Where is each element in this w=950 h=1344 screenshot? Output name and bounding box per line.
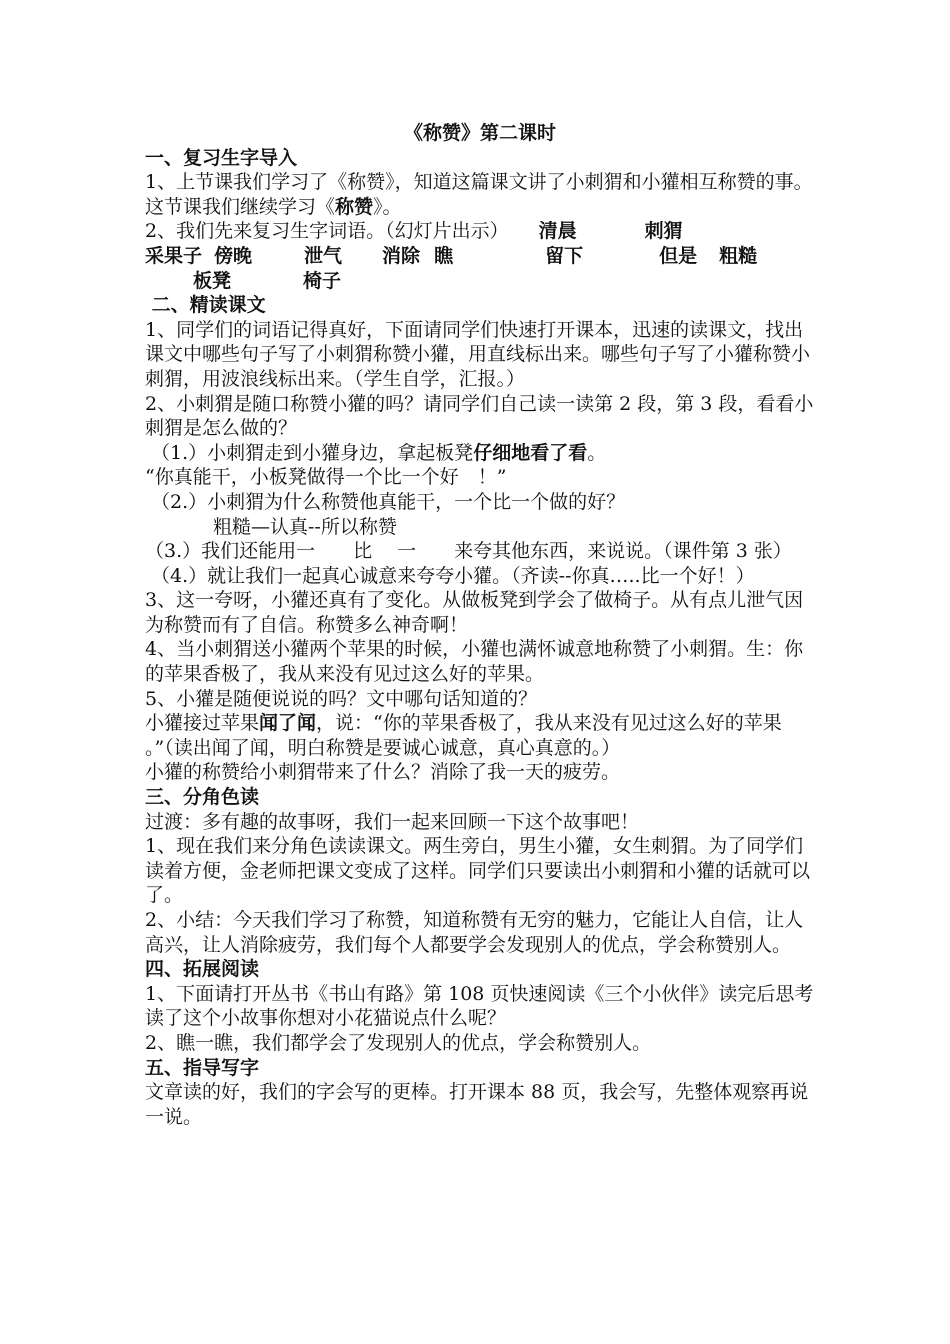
question-2: （2.）小刺猬为什么称赞他真能干，一个比一个做的好？ <box>145 490 626 513</box>
paragraph-5-1: 文章读的好，我们的字会写的更棒。打开课本 88 页，我会写，先整体观察再说一说。 <box>145 1081 809 1128</box>
vocab-word: 泄气 <box>304 244 343 267</box>
paragraph-2-4: 4、当小刺猬送小獾两个苹果的时候，小獾也满怀诚意地称赞了小刺猬。生：你的苹果香极了，我从来没有见过这么好的苹果。 <box>145 638 804 686</box>
paragraph-2-5: 5、小獾是随便说说的吗？文中哪句话知道的？ <box>145 687 538 710</box>
reasoning-chain: 粗糙—认真--所以称赞 <box>213 515 397 538</box>
section-2-heading: 二、精读课文 <box>145 294 266 317</box>
question-1: （1.）小刺猬走到小獾身边，拿起板凳仔细地看了看。 <box>145 441 607 464</box>
section-5-heading: 五、指导写字 <box>145 1056 260 1079</box>
vocab-word: 消除 <box>382 244 421 267</box>
paragraph-3-2: 2、小结：今天我们学习了称赞，知道称赞有无穷的魅力，它能让人自信，让人高兴，让人消除疲劳，我们每个人都要学会发现别人的优点，学会称赞别人。 <box>145 909 804 956</box>
document-page <box>145 121 815 1129</box>
vocab-word: 刺猬 <box>644 220 683 243</box>
document-title: 《称赞》第二课时 <box>403 122 556 144</box>
vocab-word: 清晨 <box>538 220 577 243</box>
vocab-word: 但是 <box>659 244 698 267</box>
vocab-word: 瞧 <box>434 244 454 267</box>
paragraph-1-1: 1、上节课我们学习了《称赞》，知道这篇课文讲了小刺猬和小獾相互称赞的事。这节课我们继续学习《称赞》。 <box>145 171 813 218</box>
vocab-word: 傍晚 <box>214 244 253 267</box>
vocab-line-1 <box>145 244 815 269</box>
paragraph-2-2: 2、小刺猬是随口称赞小獾的吗？请同学们自己读一读第 2 段，第 3 段，看看小刺猬是怎么做的？ <box>145 392 814 440</box>
paragraph-3-0: 过渡：多有趣的故事呀，我们一起来回顾一下这个故事吧！ <box>145 810 640 833</box>
section-4-heading: 四、拓展阅读 <box>145 958 260 981</box>
paragraph-2-1: 1、同学们的词语记得真好，下面请同学们快速打开课本，迅速的读课文，找出课文中哪些句子写了小刺猬称赞小獾，用直线标出来。哪些句子写了小獾称赞小刺猬，用波浪线标出来。（学生自学，汇报。） <box>145 318 811 390</box>
section-3-heading: 三、分角色读 <box>145 786 260 809</box>
paragraph-4-2: 2、瞧一瞧，我们都学会了发现别人的优点，学会称赞别人。 <box>145 1031 652 1054</box>
paragraph-1-2: 2、我们先来复习生字词语。（幻灯片出示） 清晨 刺猬 <box>145 220 683 243</box>
vocab-line-2 <box>145 269 815 294</box>
question-3: （3.）我们还能用一 比 一 来夸其他东西，来说说。（课件第 3 张） <box>145 540 792 563</box>
vocab-word: 板凳 <box>193 269 232 292</box>
vocab-word: 留下 <box>545 244 584 267</box>
vocab-word: 采果子 <box>145 244 203 267</box>
paragraph-4-1: 1、下面请打开丛书《书山有路》第 108 页快速阅读《三个小伙伴》读完后思考读了这个小故事你想对小花猫说点什么呢？ <box>145 982 814 1030</box>
paragraph-2-7: 小獾的称赞给小刺猬带来了什么？消除了我一天的疲劳。 <box>145 761 621 784</box>
quote-line: “你真能干，小板凳做得一个比一个好 ！” <box>145 466 507 489</box>
paragraph-2-6: 小獾接过苹果闻了闻，说：“你的苹果香极了，我从来没有见过这么好的苹果 。”（读出闻了闻，明白称赞是要诚心诚意，真心真意的。） <box>145 712 782 759</box>
vocab-word: 椅子 <box>303 269 342 292</box>
vocab-word: 粗糙 <box>719 244 758 267</box>
section-1-heading: 一、复习生字导入 <box>145 146 298 169</box>
paragraph-3-1: 1、现在我们来分角色读读课文。两生旁白，男生小獾，女生刺猬。为了同学们读着方便，金老师把课文变成了这样。同学们只要读出小刺猬和小獾的话就可以了。 <box>145 835 811 907</box>
paragraph-2-3: 3、这一夸呀，小獾还真有了变化。从做板凳到学会了做椅子。从有点儿泄气因为称赞而有了自信。称赞多么神奇啊！ <box>145 589 804 636</box>
question-4: （4.）就让我们一起真心诚意来夸夸小獾。（齐读--你真…..比一个好！） <box>145 564 755 587</box>
